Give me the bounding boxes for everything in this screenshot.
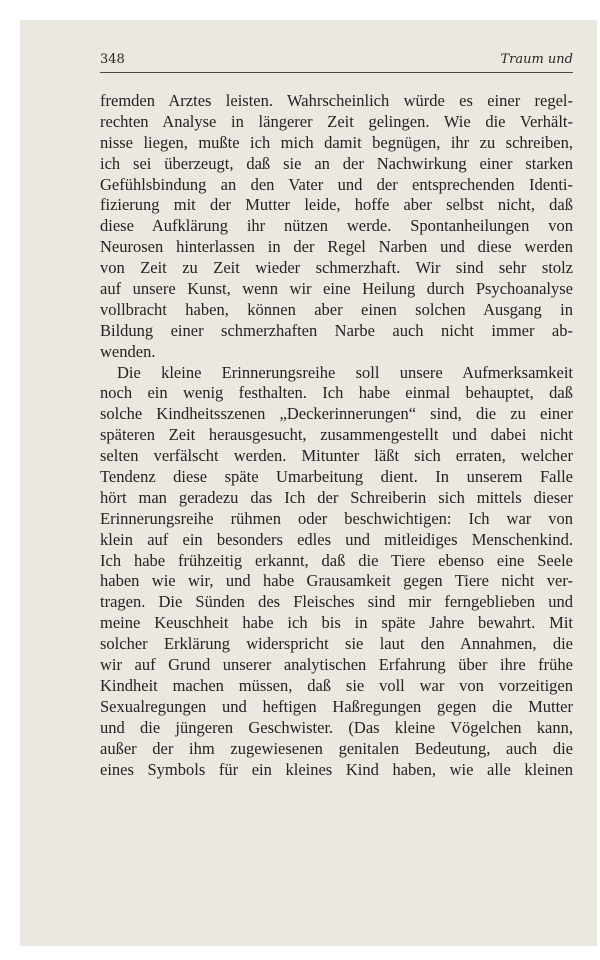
text-line: Bildung einer schmerzhaften Narbe auch nicht immer ab- — [100, 320, 573, 340]
text-line: rechten Analyse in längerer Zeit gelingen. Wie die Verhält- — [100, 111, 573, 131]
text-line: solche Kindheitsszenen „Deckerinnerungen“ sind, die zu einer — [100, 404, 573, 424]
page-number: 348 — [100, 52, 125, 67]
text-line: Gefühlsbindung an den Vater und der entsprechenden Identi- — [100, 174, 573, 194]
text-line: tragen. Die Sünden des Fleisches sind mir ferngeblieben und — [100, 592, 573, 612]
text-line: haben wie wir, und habe Grausamkeit gegen Tiere nicht ver- — [100, 571, 573, 591]
text-line: Neurosen hinterlassen in der Regel Narben und diese werden — [100, 237, 573, 257]
text-line: Sexualregungen und heftigen Haßregungen gegen die Mutter — [100, 696, 573, 716]
text-line: vollbracht haben, können aber einen solchen Ausgang in — [100, 299, 573, 319]
text-line: nisse liegen, mußte ich mich damit begnügen, ihr zu schreiben, — [100, 132, 573, 152]
paragraph — [100, 363, 573, 781]
text-line: und die jüngeren Geschwister. (Das kleine Vögelchen kann, — [100, 717, 573, 737]
text-line: klein auf ein besonders edles und mitleidiges Menschenkind. — [100, 529, 573, 549]
text-line: auf unsere Kunst, wenn wir eine Heilung durch Psychoanalyse — [100, 279, 573, 299]
body-text — [100, 91, 573, 780]
text-line: solcher Erklärung widerspricht sie laut den Annahmen, die — [100, 634, 573, 654]
text-line: außer der ihm zugewiesenen genitalen Bedeutung, auch die — [100, 738, 573, 758]
text-line: eines Symbols für ein kleines Kind haben, wie alle kleinen — [100, 759, 573, 779]
text-line: Ich habe frühzeitig erkannt, daß die Tiere ebenso eine Seele — [100, 550, 573, 570]
text-line: hört man geradezu das Ich der Schreiberin sich mittels dieser — [100, 487, 573, 507]
text-line: von Zeit zu Zeit wieder schmerzhaft. Wir sind sehr stolz — [100, 258, 573, 278]
text-line: noch ein wenig festhalten. Ich habe einmal behauptet, daß — [100, 383, 573, 403]
text-line: Tendenz diese späte Umarbeitung dient. In unserem Falle — [100, 467, 573, 487]
text-line: diese Aufklärung ihr nützen werde. Spontanheilungen von — [100, 216, 573, 236]
text-line: fremden Arztes leisten. Wahrscheinlich würde es einer regel- — [100, 91, 573, 110]
text-line: Kindheit machen müssen, daß sie voll war von vorzeitigen — [100, 675, 573, 695]
paragraph — [100, 91, 573, 363]
text-line: selten verfälscht werden. Mitunter läßt sich erraten, welcher — [100, 446, 573, 466]
running-title: Traum und — [500, 52, 573, 67]
text-line: meine Keuschheit habe ich bis in späte Jahre bewahrt. Mit — [100, 613, 573, 633]
text-line: Die kleine Erinnerungsreihe soll unsere Aufmerksamkeit — [117, 362, 573, 382]
text-line: fizierung mit der Mutter leide, hoffe aber selbst nicht, daß — [100, 195, 573, 215]
text-line: späteren Zeit herausgesucht, zusammengestellt und dabei nicht — [100, 425, 573, 445]
running-header — [100, 50, 573, 73]
text-line: Erinnerungsreihe rühmen oder beschwichtigen: Ich war von — [100, 508, 573, 528]
text-line: ich sei überzeugt, daß sie an der Nachwirkung einer starken — [100, 153, 573, 173]
text-line: wir auf Grund unserer analytischen Erfahrung über ihre frühe — [100, 655, 573, 675]
text-line: wenden. — [100, 341, 156, 361]
